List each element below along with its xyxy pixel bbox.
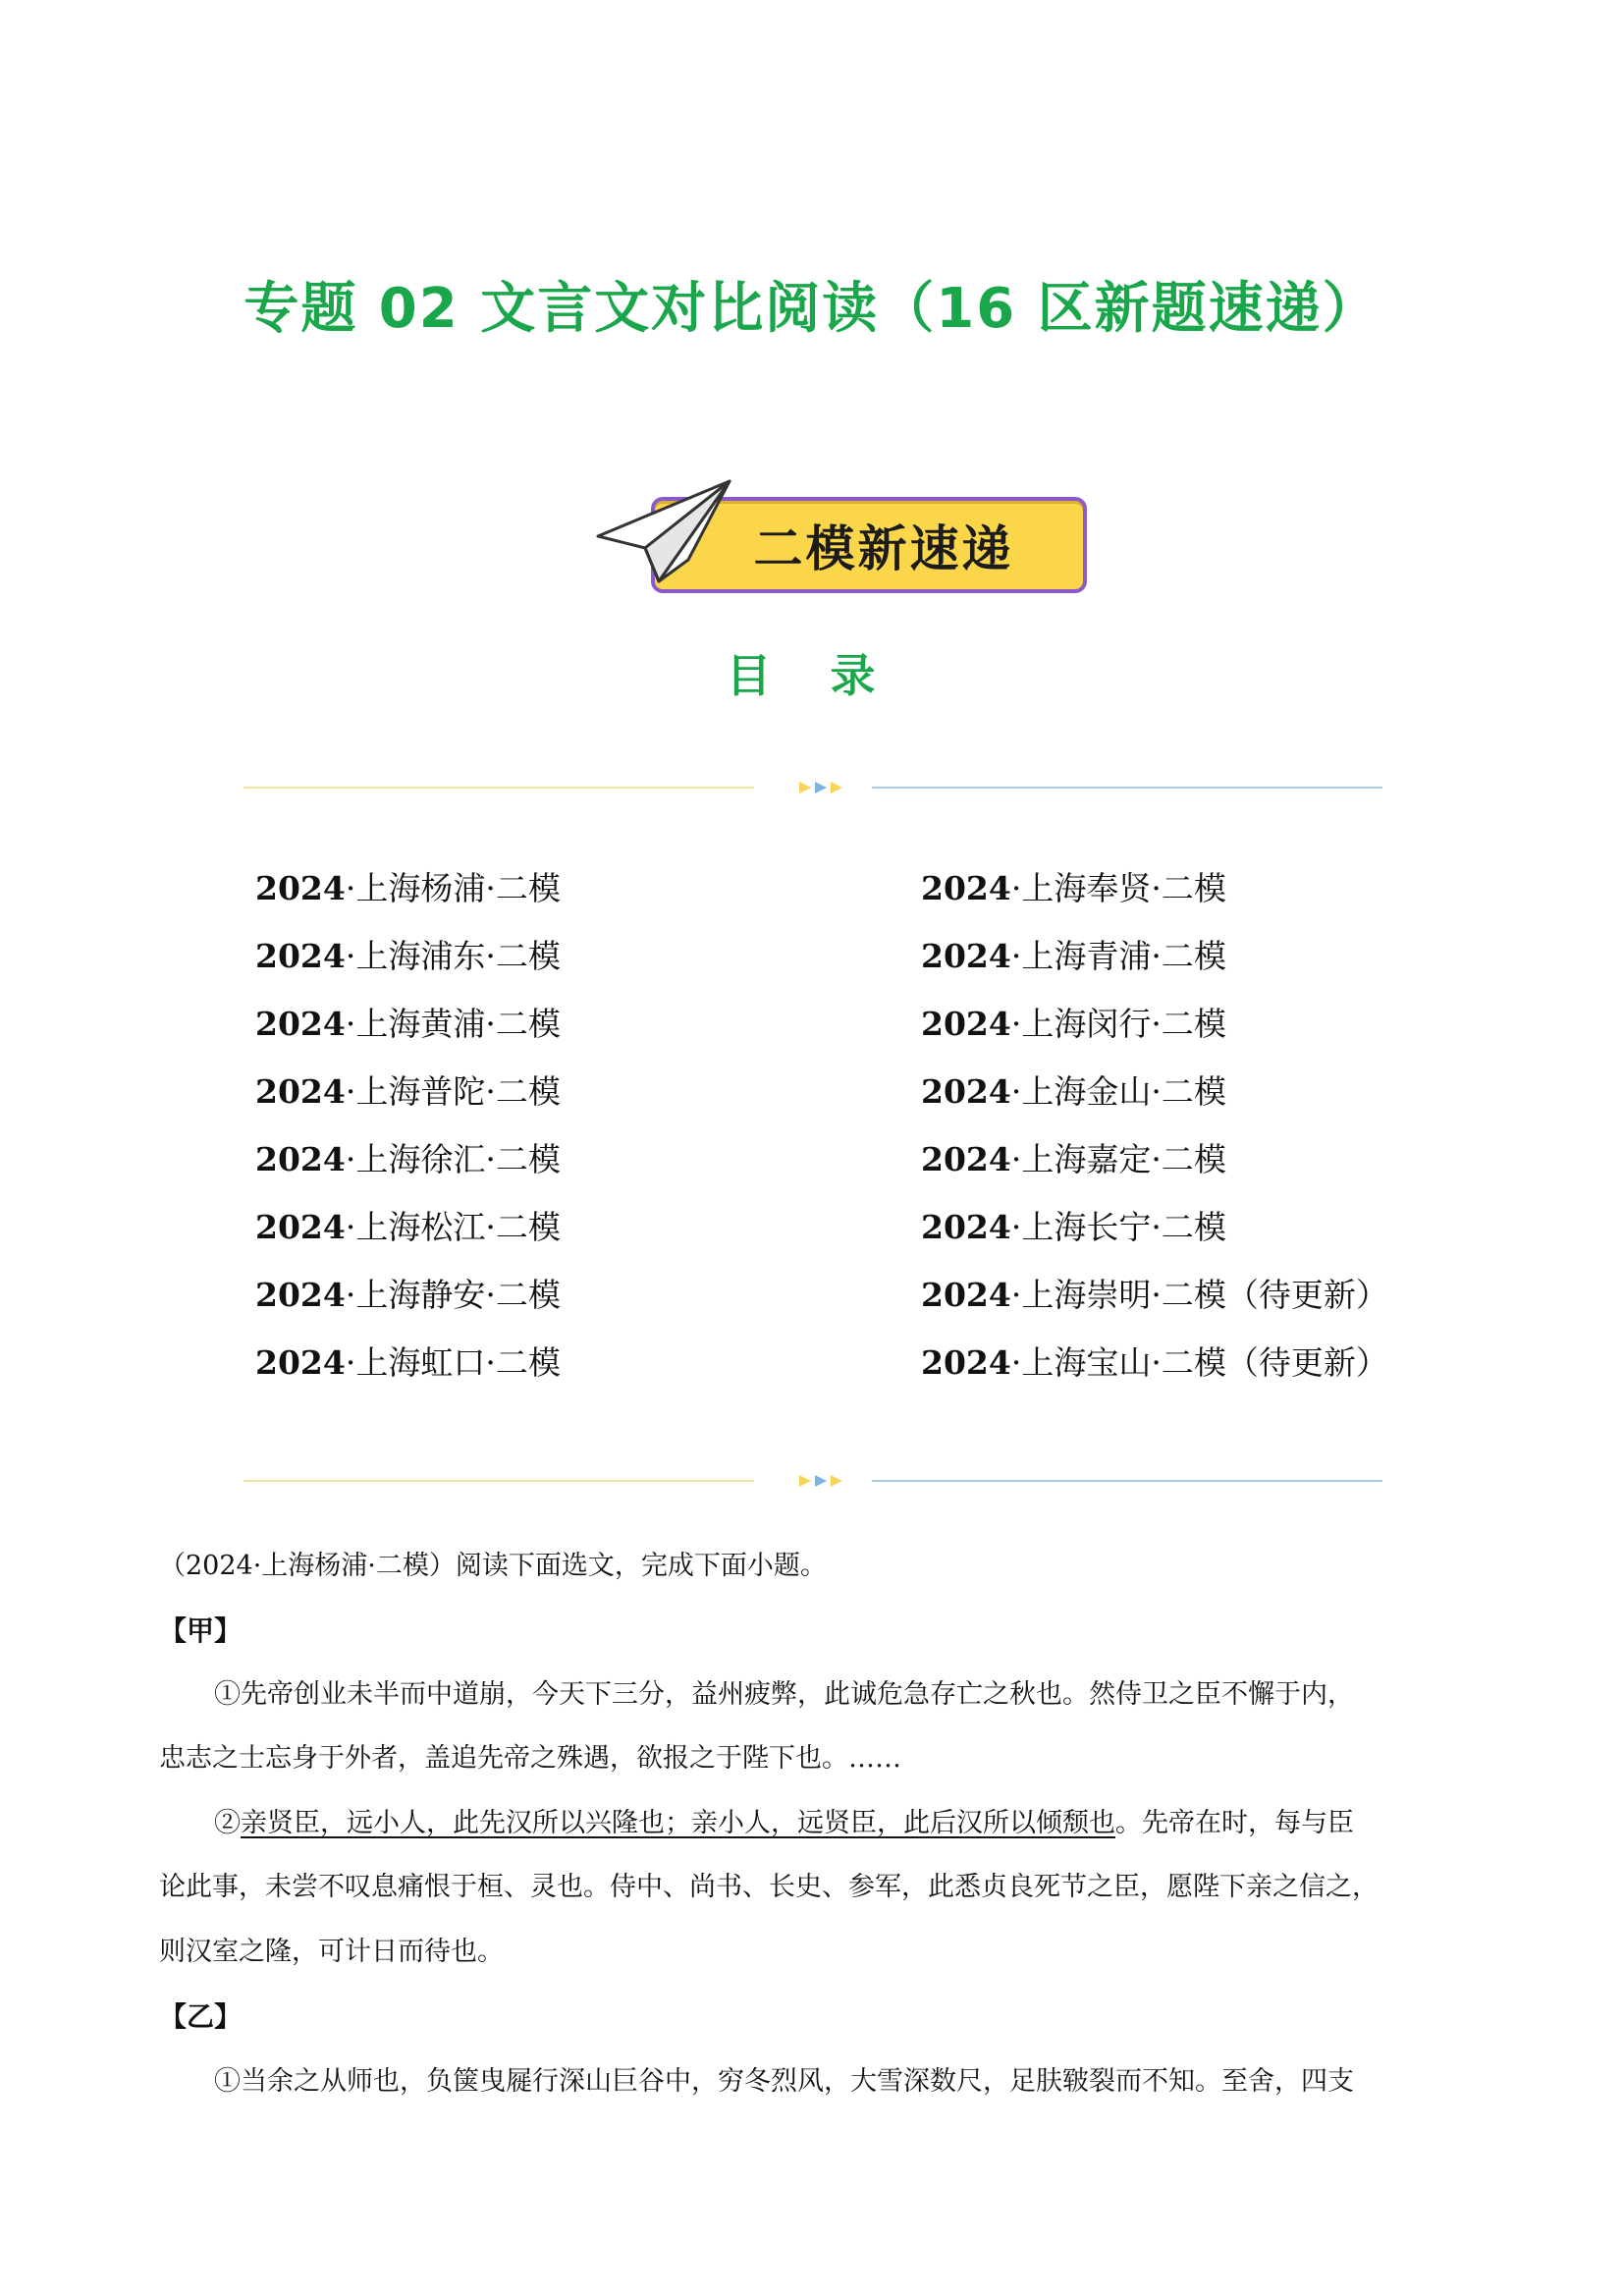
section-label-jia: 【甲】 xyxy=(159,1614,243,1647)
paper-plane-icon xyxy=(594,479,731,587)
paragraph-number: ② xyxy=(214,1808,241,1838)
toc-column-right xyxy=(921,864,1559,1406)
jia-paragraph-2-line-1: ②亲贤臣，远小人，此先汉所以兴隆也；亲小人，远贤臣，此后汉所以倾颓也。先帝在时，每与臣 xyxy=(214,1808,1354,1838)
toc-item[interactable]: 2024·上海松江·二模 xyxy=(255,1208,561,1246)
toc-item[interactable]: 2024·上海浦东·二模 xyxy=(255,937,561,975)
divider-line-right xyxy=(872,787,1382,789)
toc-item[interactable]: 2024·上海金山·二模 xyxy=(921,1072,1226,1111)
divider-line-right xyxy=(872,1480,1382,1482)
toc-item[interactable]: 2024·上海杨浦·二模 xyxy=(255,869,561,907)
arrow-icons xyxy=(766,1471,864,1491)
page-title: 专题 02 文言文对比阅读（16 区新题速递） xyxy=(243,277,1380,341)
paragraph-number: ① xyxy=(214,2066,241,2097)
toc-column-left xyxy=(255,864,893,1406)
paragraph-number: ① xyxy=(214,1679,241,1710)
section-banner xyxy=(594,479,1095,602)
toc-item[interactable]: 2024·上海徐汇·二模 xyxy=(255,1140,561,1178)
jia-paragraph-2-line-3: 则汉室之隆，可计日而待也。 xyxy=(159,1937,504,1967)
divider-line-left xyxy=(243,1480,754,1482)
question-intro: （2024·上海杨浦·二模）阅读下面选文，完成下面小题。 xyxy=(159,1551,827,1581)
divider-line-left xyxy=(243,787,754,789)
underlined-sentence: 亲贤臣，远小人，此先汉所以兴隆也；亲小人，远贤臣，此后汉所以倾颓也 xyxy=(241,1808,1115,1838)
toc-item[interactable]: 2024·上海宝山·二模（待更新） xyxy=(921,1343,1388,1382)
toc-item[interactable]: 2024·上海黄浦·二模 xyxy=(255,1005,561,1043)
toc-item[interactable]: 2024·上海普陀·二模 xyxy=(255,1072,561,1111)
toc-heading: 目 录 xyxy=(726,649,897,702)
toc-item[interactable]: 2024·上海虹口·二模 xyxy=(255,1343,561,1382)
yi-paragraph-1-line-1: ①当余之从师也，负箧曳屣行深山巨谷中，穷冬烈风，大雪深数尺，足肤皲裂而不知。至舍，四支 xyxy=(214,2066,1354,2097)
toc-item[interactable]: 2024·上海长宁·二模 xyxy=(921,1208,1226,1246)
jia-paragraph-1-line-2: 忠志之士忘身于外者，盖追先帝之殊遇，欲报之于陛下也。…… xyxy=(159,1743,901,1774)
divider-bottom xyxy=(243,1471,1382,1491)
jia-paragraph-1-line-1: ①先帝创业未半而中道崩，今天下三分，益州疲弊，此诚危急存亡之秋也。然侍卫之臣不懈于内， xyxy=(214,1679,1354,1710)
toc-item[interactable]: 2024·上海静安·二模 xyxy=(255,1276,561,1314)
toc-item[interactable]: 2024·上海闵行·二模 xyxy=(921,1005,1226,1043)
banner-label: 二模新速递 xyxy=(753,520,1014,577)
divider-top xyxy=(243,778,1382,797)
arrow-icons xyxy=(766,778,864,797)
toc-item[interactable]: 2024·上海嘉定·二模 xyxy=(921,1140,1226,1178)
section-label-yi: 【乙】 xyxy=(159,2000,243,2033)
toc-item[interactable]: 2024·上海崇明·二模（待更新） xyxy=(921,1276,1388,1314)
toc-item[interactable]: 2024·上海青浦·二模 xyxy=(921,937,1226,975)
jia-paragraph-2-line-2: 论此事，未尝不叹息痛恨于桓、灵也。侍中、尚书、长史、参军，此悉贞良死节之臣，愿陛下亲之信之， xyxy=(159,1872,1379,1902)
toc-item[interactable]: 2024·上海奉贤·二模 xyxy=(921,869,1226,907)
